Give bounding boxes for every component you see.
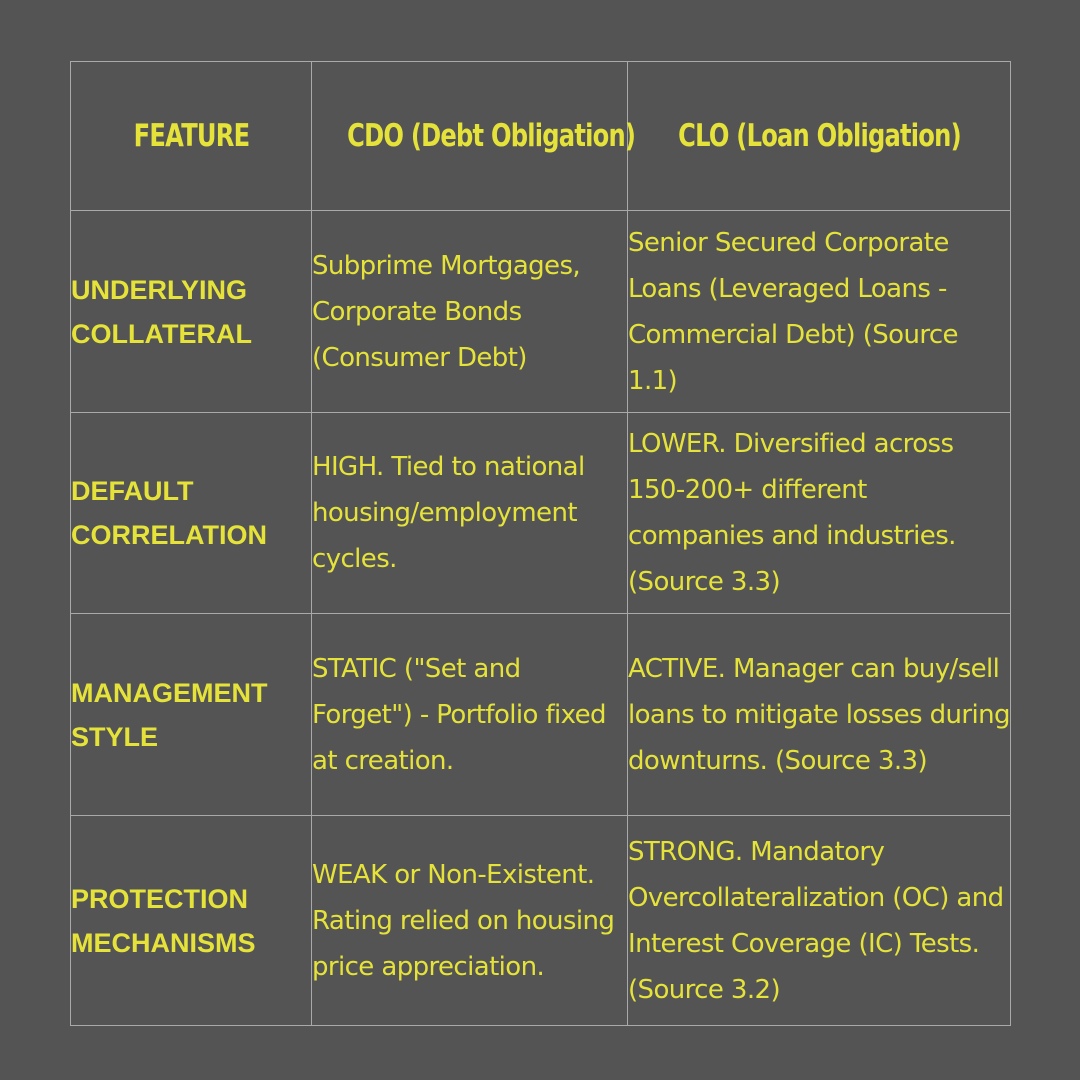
- table-row: [71, 211, 1011, 413]
- comparison-table: [70, 61, 1011, 1026]
- cdo-cell: WEAK or Non-Existent. Rating relied on housing price appreciation.: [312, 816, 628, 1026]
- cdo-cell: HIGH. Tied to national housing/employment cycles.: [312, 413, 628, 614]
- clo-cell: ACTIVE. Manager can buy/sell loans to mitigate losses during downturns. (Source 3.3): [628, 614, 1011, 816]
- table-header-row: [71, 62, 1011, 211]
- header-clo: CLO (Loan Obligation): [670, 62, 969, 211]
- header-cdo: CDO (Debt Obligation): [346, 62, 592, 211]
- feature-cell: PROTECTION MECHANISMS: [71, 816, 312, 1026]
- table-row: [71, 816, 1011, 1026]
- feature-cell: DEFAULT CORRELATION: [71, 413, 312, 614]
- clo-cell: LOWER. Diversified across 150-200+ different companies and industries. (Source 3.3): [628, 413, 1011, 614]
- clo-cell: STRONG. Mandatory Overcollateralization (OC) and Interest Coverage (IC) Tests. (Source 3.2): [628, 816, 1011, 1026]
- header-feature: FEATURE: [97, 62, 285, 211]
- clo-cell: Senior Secured Corporate Loans (Leveraged Loans - Commercial Debt) (Source 1.1): [628, 211, 1011, 413]
- cdo-cell: STATIC ("Set and Forget") - Portfolio fixed at creation.: [312, 614, 628, 816]
- cdo-cell: Subprime Mortgages, Corporate Bonds (Consumer Debt): [312, 211, 628, 413]
- feature-cell: UNDERLYING COLLATERAL: [71, 211, 312, 413]
- feature-cell: MANAGEMENT STYLE: [71, 614, 312, 816]
- table-row: [71, 614, 1011, 816]
- table-row: [71, 413, 1011, 614]
